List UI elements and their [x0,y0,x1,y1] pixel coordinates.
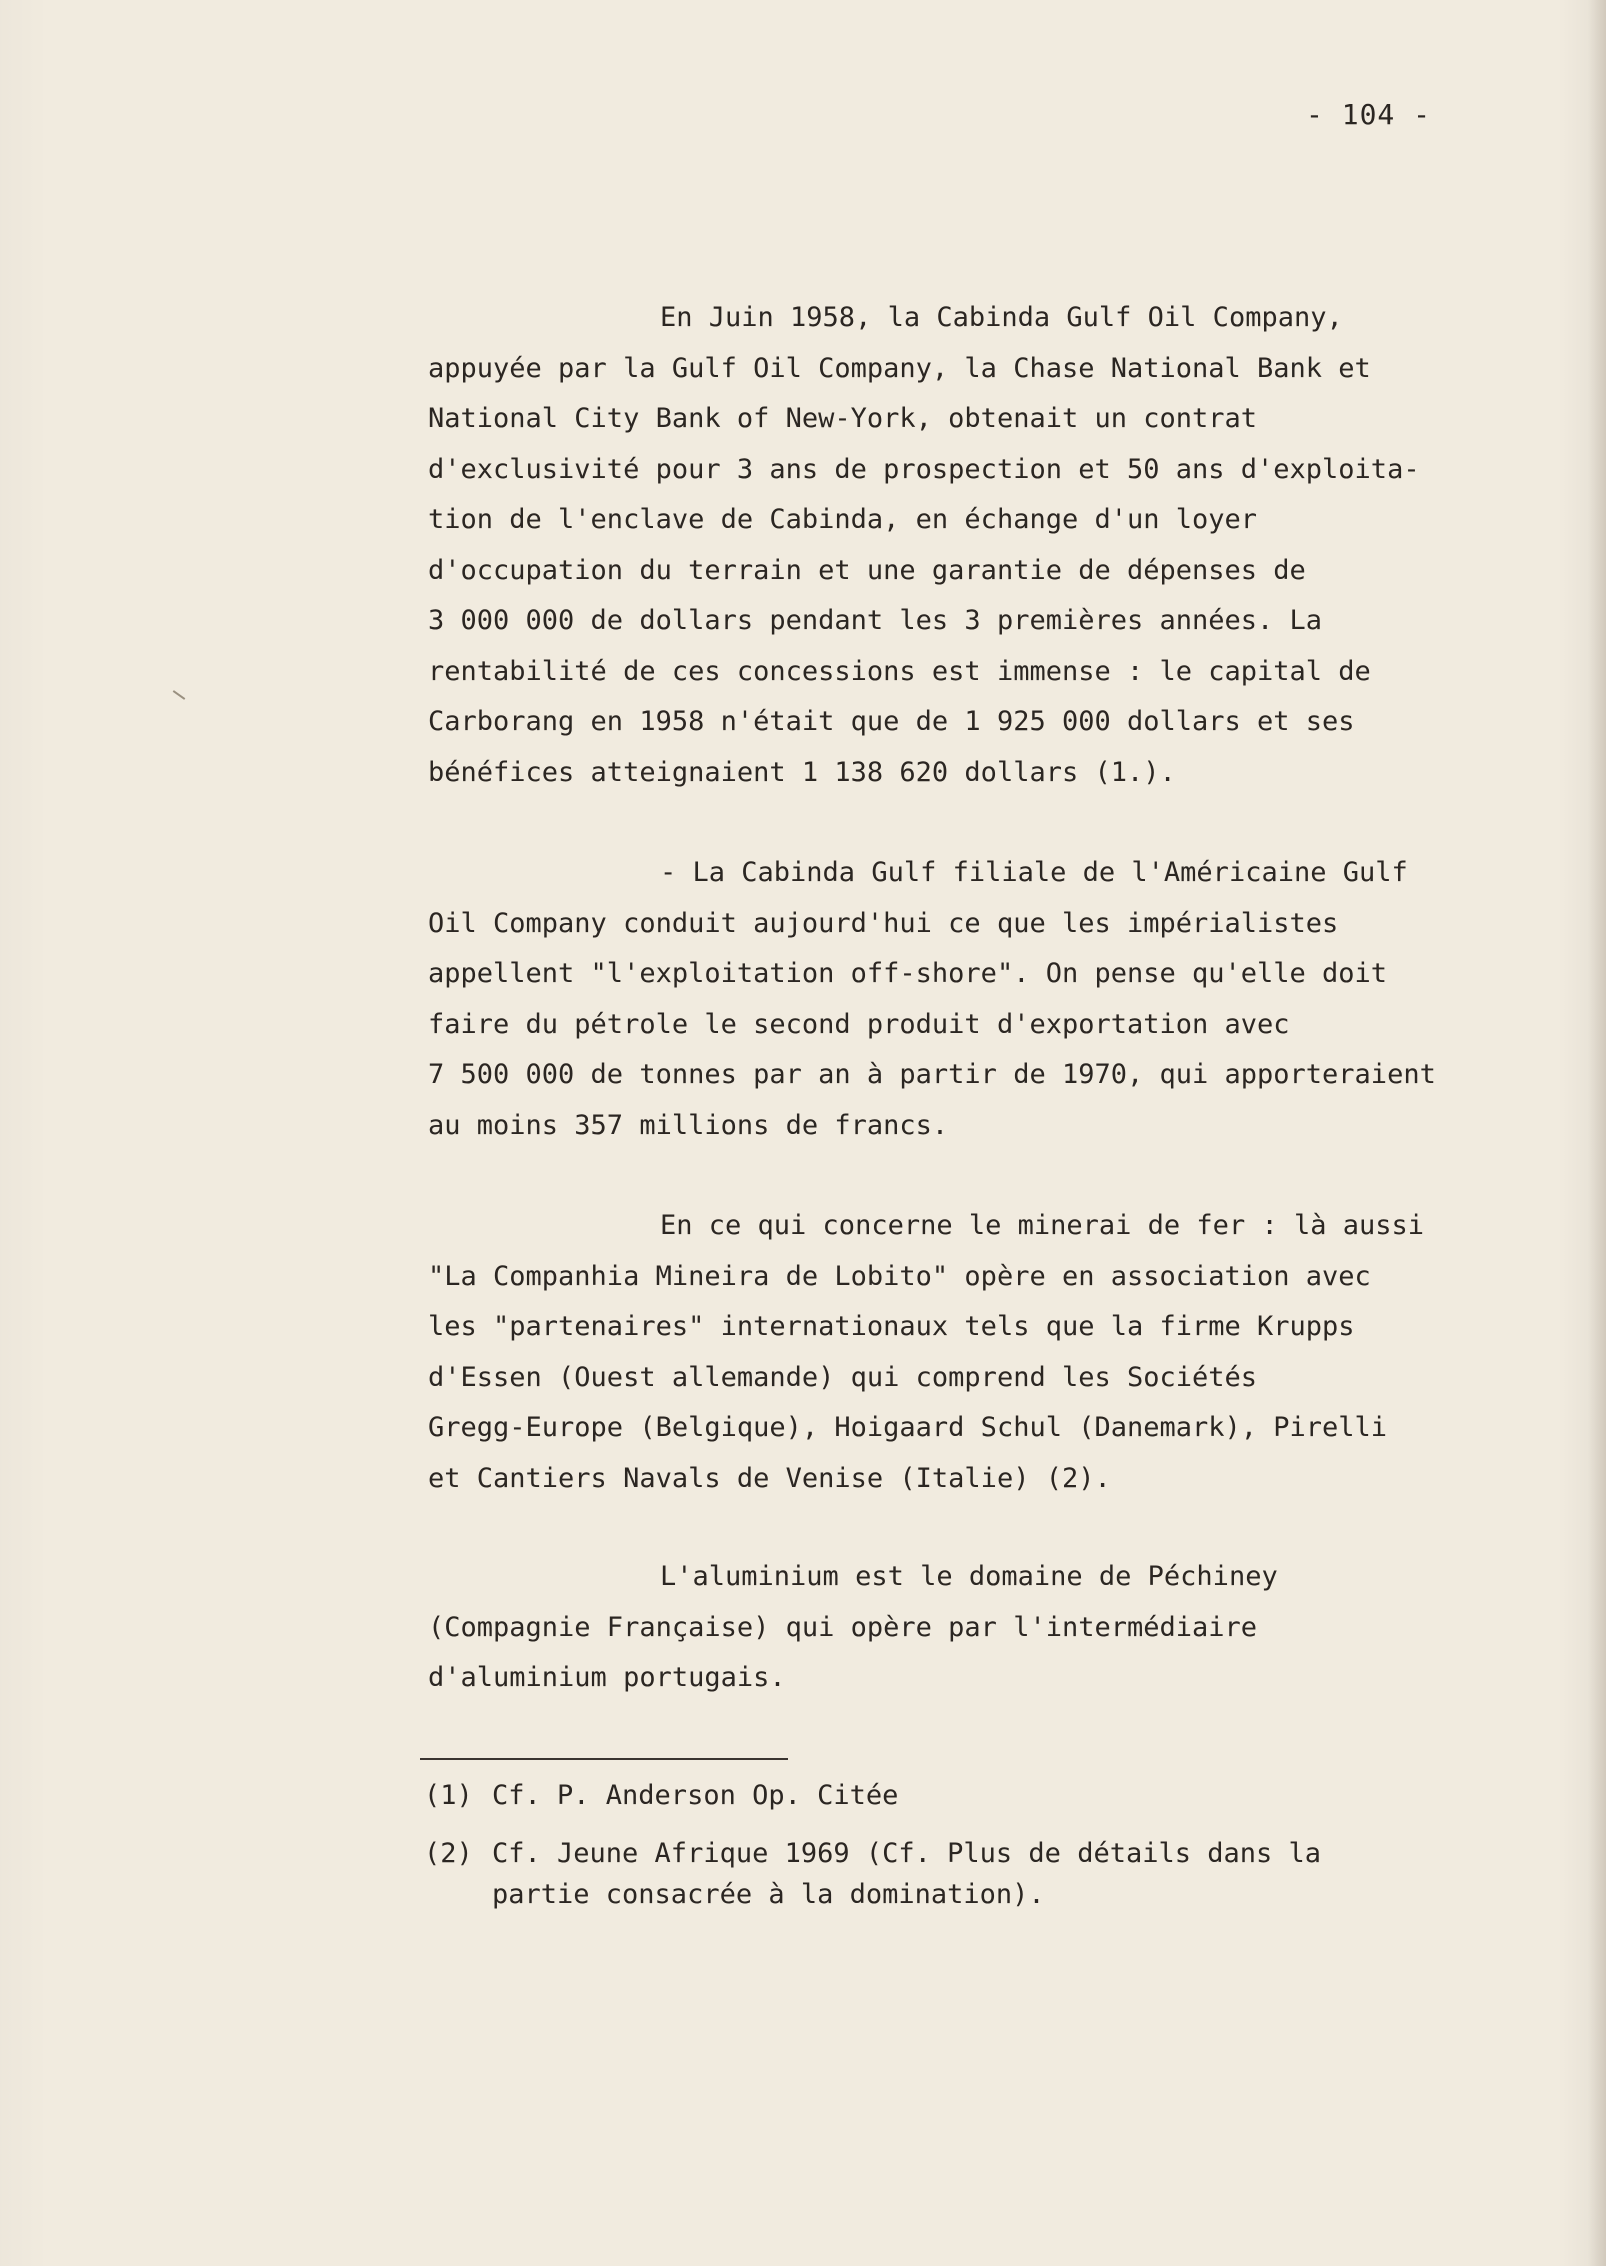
paragraph-cabinda-gulf-contract [428,293,1518,798]
text-line: faire du pétrole le second produit d'exportation avec [428,1008,1290,1040]
footnote-body [492,1772,898,1820]
text-line: appuyée par la Gulf Oil Company, la Chase National Bank et [428,352,1371,384]
text-line: appellent "l'exploitation off-shore". On pense qu'elle doit [428,958,1388,989]
footnote-1 [424,1772,1524,1820]
text-line: d'Essen (Ouest allemande) qui comprend les Sociétés [428,1361,1258,1393]
text-line: 3 000 000 de dollars pendant les 3 premières années. La [428,605,1323,636]
footnotes [424,1772,1524,1922]
page-number: - 104 - [1306,98,1432,131]
text-line: Carborang en 1958 n'était que de 1 925 000 dollars et ses [428,706,1355,737]
text-line: Oil Company conduit aujourd'hui ce que les impérialistes [428,907,1339,939]
text-line: d'occupation du terrain et une garantie de dépenses de [428,554,1306,586]
paragraph-offshore-exploitation [428,848,1518,1151]
footnote-marker: (2) [424,1838,473,1869]
text-line: tion de l'enclave de Cabinda, en échange d'un loyer [428,504,1258,535]
paragraph-iron-ore [428,1201,1518,1504]
footnote-line: partie consacrée à la domination). [492,1879,1045,1910]
footnote-line: Cf. P. Anderson Op. Citée [492,1780,899,1811]
text-line: les "partenaires" internationaux tels que la firme Krupps [428,1311,1355,1342]
text-line: En ce qui concerne le minerai de fer : là aussi [660,1210,1425,1241]
text-line: d'aluminium portugais. [428,1662,786,1693]
text-line: "La Companhia Mineira de Lobito" opère en association avec [428,1260,1371,1292]
text-line: au moins 357 millions de francs. [428,1109,949,1141]
footnote-2 [424,1830,1524,1912]
paragraph-aluminium [428,1552,1518,1704]
text-line: bénéfices atteignaient 1 138 620 dollars (1.). [428,756,1176,788]
text-line: National City Bank of New-York, obtenait un contrat [428,403,1258,434]
page-edge-shadow [1588,0,1606,2266]
footnote-marker: (1) [424,1780,473,1811]
text-line: et Cantiers Navals de Venise (Italie) (2). [428,1462,1111,1494]
text-line: L'aluminium est le domaine de Péchiney [660,1561,1278,1592]
text-line: Gregg-Europe (Belgique), Hoigaard Schul (Danemark), Pirelli [428,1412,1388,1443]
text-line: rentabilité de ces concessions est immense : le capital de [428,655,1371,687]
text-line: En Juin 1958, la Cabinda Gulf Oil Company, [660,302,1343,333]
footnote-body [492,1830,1321,1912]
footnote-divider [420,1758,788,1760]
margin-mark [173,690,186,700]
footnote-line: Cf. Jeune Afrique 1969 (Cf. Plus de détails dans la [492,1838,1322,1869]
text-line: - La Cabinda Gulf filiale de l'Américaine Gulf [660,857,1408,888]
text-line: 7 500 000 de tonnes par an à partir de 1970, qui apporteraient [428,1059,1436,1090]
text-line: d'exclusivité pour 3 ans de prospection et 50 ans d'exploita- [428,453,1420,485]
text-line: (Compagnie Française) qui opère par l'intermédiaire [428,1611,1258,1643]
